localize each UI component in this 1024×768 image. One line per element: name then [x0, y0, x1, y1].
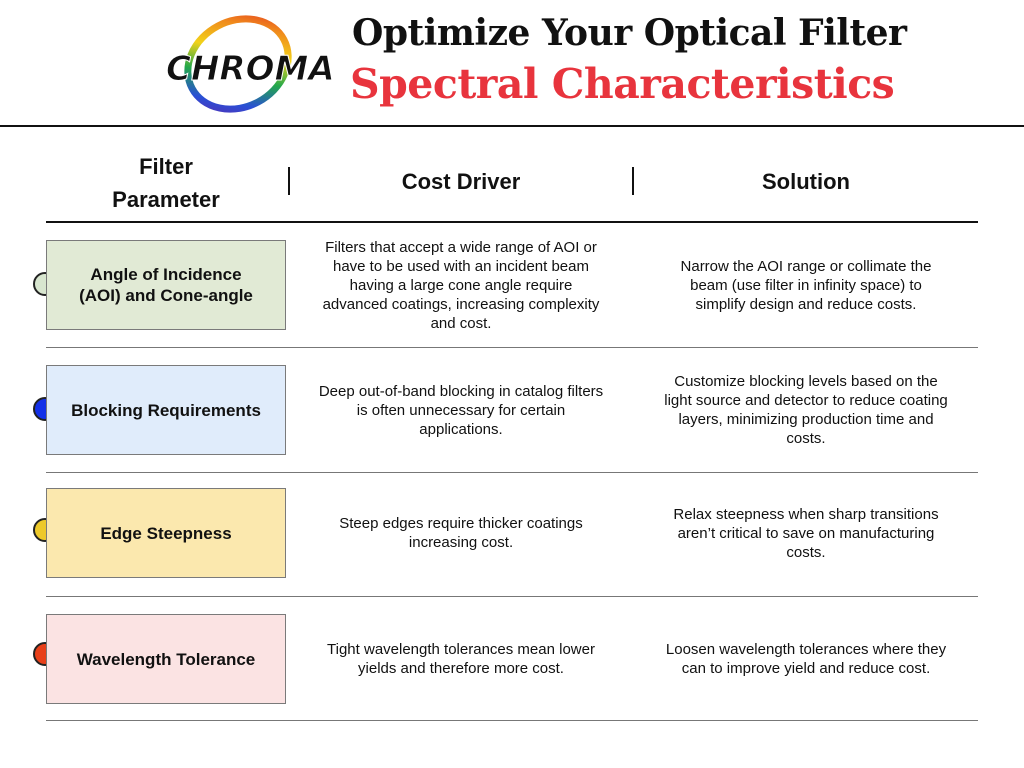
row-divider — [46, 720, 978, 721]
column-header-parameter — [46, 150, 286, 216]
row-divider — [46, 347, 978, 348]
column-header-parameter-line2: Parameter — [112, 187, 220, 212]
page-title: Optimize Your Optical Filter — [352, 12, 907, 54]
solution-text: Customize blocking levels based on the light source and detector to reduce coating layers, minimizing production time and costs. — [664, 373, 948, 447]
page-subtitle: Spectral Characteristics — [350, 60, 895, 108]
solution-text: Relax steepness when sharp transitions aren’t critical to save on manufacturing costs. — [673, 505, 939, 561]
column-separator — [288, 167, 290, 195]
chroma-logo-mark — [160, 14, 332, 114]
row-divider — [46, 472, 978, 473]
solution-text: Loosen wavelength tolerances where they can to improve yield and reduce cost. — [665, 641, 947, 677]
parameter-box: Angle of Incidence (AOI) and Cone-angle — [46, 240, 286, 330]
header-divider — [0, 125, 1024, 127]
parameter-box: Edge Steepness — [46, 488, 286, 578]
row-divider — [46, 596, 978, 597]
parameter-box: Blocking Requirements — [46, 365, 286, 455]
column-separator — [632, 167, 634, 195]
column-header-parameter-line1: Filter — [139, 154, 193, 179]
column-header-cost-driver: Cost Driver — [401, 169, 521, 194]
solution-text: Narrow the AOI range or collimate the beam (use filter in infinity space) to simplify design and reduce costs. — [680, 257, 932, 313]
table-header-rule — [46, 221, 978, 223]
column-header-solution: Solution — [762, 169, 850, 194]
cost-driver-text: Tight wavelength tolerances mean lower yields and therefore more cost. — [327, 641, 595, 677]
cost-driver-text: Deep out-of-band blocking in catalog filters is often unnecessary for certain applications. — [318, 382, 604, 438]
cost-driver-text: Steep edges require thicker coatings increasing cost. — [339, 515, 583, 551]
chroma-logo — [160, 14, 332, 114]
cost-driver-text: Filters that accept a wide range of AOI or have to be used with an incident beam having a large cone angle require advanced coatings, increasing complexity and cost. — [322, 238, 600, 332]
parameter-box: Wavelength Tolerance — [46, 614, 286, 704]
svg-text:CHROMA: CHROMA — [166, 49, 332, 89]
